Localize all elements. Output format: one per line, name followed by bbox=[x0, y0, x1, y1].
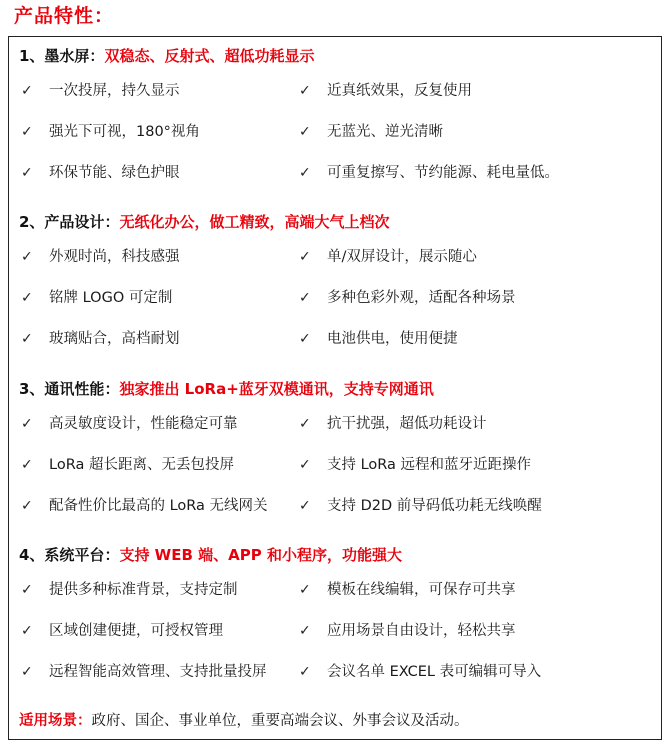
checkmark-icon: ✓ bbox=[21, 664, 33, 680]
checkmark-icon: ✓ bbox=[299, 249, 311, 265]
feature-item bbox=[299, 327, 458, 351]
feature-text: 应用场景自由设计，轻松共享 bbox=[327, 623, 516, 639]
feature-item bbox=[21, 327, 180, 351]
feature-text: 强光下可视，180°视角 bbox=[49, 124, 200, 140]
checkmark-icon: ✓ bbox=[21, 416, 33, 432]
checkmark-icon: ✓ bbox=[21, 457, 33, 473]
feature-item bbox=[21, 120, 200, 144]
feature-text: LoRa 超长距离、无丢包投屏 bbox=[49, 457, 234, 473]
feature-item bbox=[299, 120, 443, 144]
section-heading-subtitle: 无纸化办公，做工精致，高端大气上档次 bbox=[119, 213, 390, 231]
section-heading-subtitle: 支持 WEB 端、APP 和小程序，功能强大 bbox=[119, 546, 402, 564]
section-heading-2 bbox=[19, 210, 389, 234]
feature-item bbox=[21, 286, 172, 310]
checkmark-icon: ✓ bbox=[21, 623, 33, 639]
checkmark-icon: ✓ bbox=[299, 290, 311, 306]
feature-text: 配备性价比最高的 LoRa 无线网关 bbox=[49, 498, 268, 514]
checkmark-icon: ✓ bbox=[21, 124, 33, 140]
feature-item bbox=[21, 578, 238, 602]
feature-text: 近真纸效果，反复使用 bbox=[327, 83, 472, 99]
feature-text: 单/双屏设计，展示随心 bbox=[327, 249, 477, 265]
section-heading-subtitle: 独家推出 LoRa+蓝牙双模通讯，支持专网通讯 bbox=[119, 380, 434, 398]
feature-item bbox=[21, 494, 268, 518]
feature-item bbox=[299, 245, 477, 269]
usage-label: 适用场景： bbox=[19, 713, 92, 729]
checkmark-icon: ✓ bbox=[299, 582, 311, 598]
page-title: 产品特性： bbox=[14, 5, 115, 27]
usage-scenarios bbox=[19, 709, 469, 733]
checkmark-icon: ✓ bbox=[21, 582, 33, 598]
section-heading-label: 3、通讯性能： bbox=[19, 380, 120, 398]
checkmark-icon: ✓ bbox=[21, 290, 33, 306]
feature-item bbox=[299, 412, 487, 436]
feature-item bbox=[299, 79, 472, 103]
checkmark-icon: ✓ bbox=[21, 331, 33, 347]
feature-text: 一次投屏，持久显示 bbox=[49, 83, 180, 99]
checkmark-icon: ✓ bbox=[299, 664, 311, 680]
feature-item bbox=[299, 494, 542, 518]
feature-text: 铭牌 LOGO 可定制 bbox=[49, 290, 173, 306]
checkmark-icon: ✓ bbox=[21, 249, 33, 265]
checkmark-icon: ✓ bbox=[299, 623, 311, 639]
feature-text: 多种色彩外观，适配各种场景 bbox=[327, 290, 516, 306]
feature-text: 玻璃贴合，高档耐划 bbox=[49, 331, 180, 347]
feature-text: 高灵敏度设计，性能稳定可靠 bbox=[49, 416, 238, 432]
feature-text: 外观时尚，科技感强 bbox=[49, 249, 180, 265]
feature-text: 远程智能高效管理、支持批量投屏 bbox=[49, 664, 267, 680]
feature-text: 可重复擦写、节约能源、耗电量低。 bbox=[327, 165, 559, 181]
feature-item bbox=[21, 79, 180, 103]
feature-text: 支持 D2D 前导码低功耗无线唤醒 bbox=[327, 498, 542, 514]
feature-item bbox=[299, 161, 559, 185]
section-heading-4 bbox=[19, 543, 402, 567]
checkmark-icon: ✓ bbox=[299, 124, 311, 140]
section-heading-3 bbox=[19, 377, 434, 401]
checkmark-icon: ✓ bbox=[299, 498, 311, 514]
checkmark-icon: ✓ bbox=[299, 165, 311, 181]
feature-text: 会议名单 EXCEL 表可编辑可导入 bbox=[327, 664, 542, 680]
feature-text: 抗干扰强，超低功耗设计 bbox=[327, 416, 487, 432]
section-heading-label: 4、系统平台： bbox=[19, 546, 120, 564]
checkmark-icon: ✓ bbox=[21, 83, 33, 99]
section-heading-1 bbox=[19, 44, 314, 68]
feature-item bbox=[299, 286, 516, 310]
feature-item bbox=[299, 619, 516, 643]
feature-text: 模板在线编辑，可保存可共享 bbox=[327, 582, 516, 598]
usage-text: 政府、国企、事业单位，重要高端会议、外事会议及活动。 bbox=[91, 713, 469, 729]
feature-item bbox=[299, 660, 541, 684]
checkmark-icon: ✓ bbox=[21, 165, 33, 181]
feature-text: 支持 LoRa 远程和蓝牙近距操作 bbox=[327, 457, 532, 473]
feature-item bbox=[21, 619, 223, 643]
feature-item bbox=[21, 412, 238, 436]
feature-item bbox=[299, 578, 516, 602]
section-heading-label: 2、产品设计： bbox=[19, 213, 120, 231]
feature-text: 无蓝光、逆光清晰 bbox=[327, 124, 443, 140]
section-heading-subtitle: 双稳态、反射式、超低功耗显示 bbox=[104, 47, 315, 65]
checkmark-icon: ✓ bbox=[299, 331, 311, 347]
checkmark-icon: ✓ bbox=[299, 83, 311, 99]
feature-text: 电池供电，使用便捷 bbox=[327, 331, 458, 347]
feature-text: 提供多种标准背景，支持定制 bbox=[49, 582, 238, 598]
checkmark-icon: ✓ bbox=[299, 457, 311, 473]
feature-item bbox=[21, 660, 267, 684]
feature-item bbox=[21, 161, 180, 185]
section-heading-label: 1、墨水屏： bbox=[19, 47, 105, 65]
feature-text: 环保节能、绿色护眼 bbox=[49, 165, 180, 181]
feature-item bbox=[21, 245, 180, 269]
feature-item bbox=[21, 453, 234, 477]
features-box bbox=[8, 36, 662, 740]
checkmark-icon: ✓ bbox=[299, 416, 311, 432]
checkmark-icon: ✓ bbox=[21, 498, 33, 514]
feature-item bbox=[299, 453, 531, 477]
feature-text: 区域创建便捷，可授权管理 bbox=[49, 623, 223, 639]
